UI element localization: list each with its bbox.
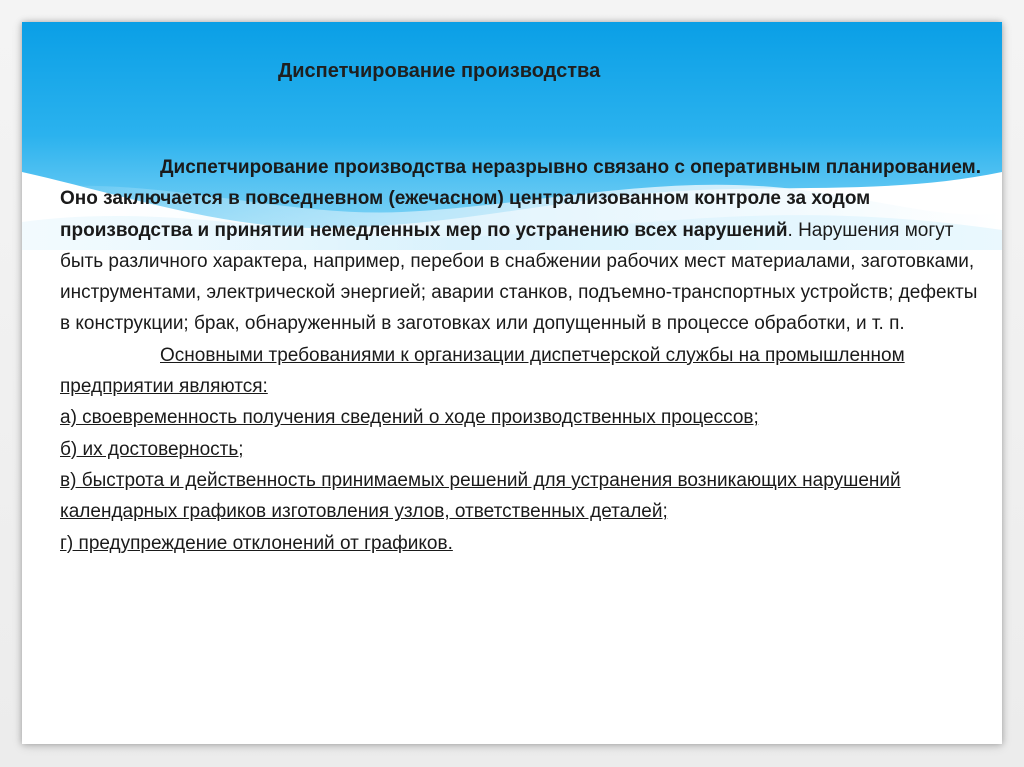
requirement-item [60,528,990,559]
requirement-item [60,402,990,433]
requirements-intro: Основными требованиями к организации диспетчерской службы на промышленном предприятии являются: [60,344,905,398]
requirement-d: г) предупреждение отклонений от графиков. [60,532,453,554]
main-paragraph-regular: . Нарушения могут быть различного характера, например, перебои в снабжении рабочих мест материалами, заготовками, инструментами, электрической энергией; аварии станков, подъемно-транспортных устройств; дефекты в конструкции; брак, обнаруженный в заготовках или допущенный в процессе обработки, и т. п. [60,219,978,335]
slide-title: Диспетчирование производства [278,60,601,82]
slide [22,22,1002,744]
requirements-intro-paragraph [60,340,990,403]
requirement-item [60,434,990,465]
requirement-b: б) их достоверность; [60,438,244,460]
requirement-a: а) своевременность получения сведений о ходе производственных процессов; [60,407,759,429]
main-paragraph-bold: Диспетчирование производства неразрывно связано с оперативным планированием. Оно заключается в повседневном (ежечасном) централизованном контроле за ходом производства и принятии немедленных мер по устранению всех нарушений [60,157,981,241]
requirement-c: в) быстрота и действенность принимаемых решений для устранения возникающих нарушений календарных графиков изготовления узлов, ответственных деталей; [60,469,901,523]
main-paragraph [60,152,990,340]
slide-body [60,152,990,559]
requirement-item [60,465,990,528]
